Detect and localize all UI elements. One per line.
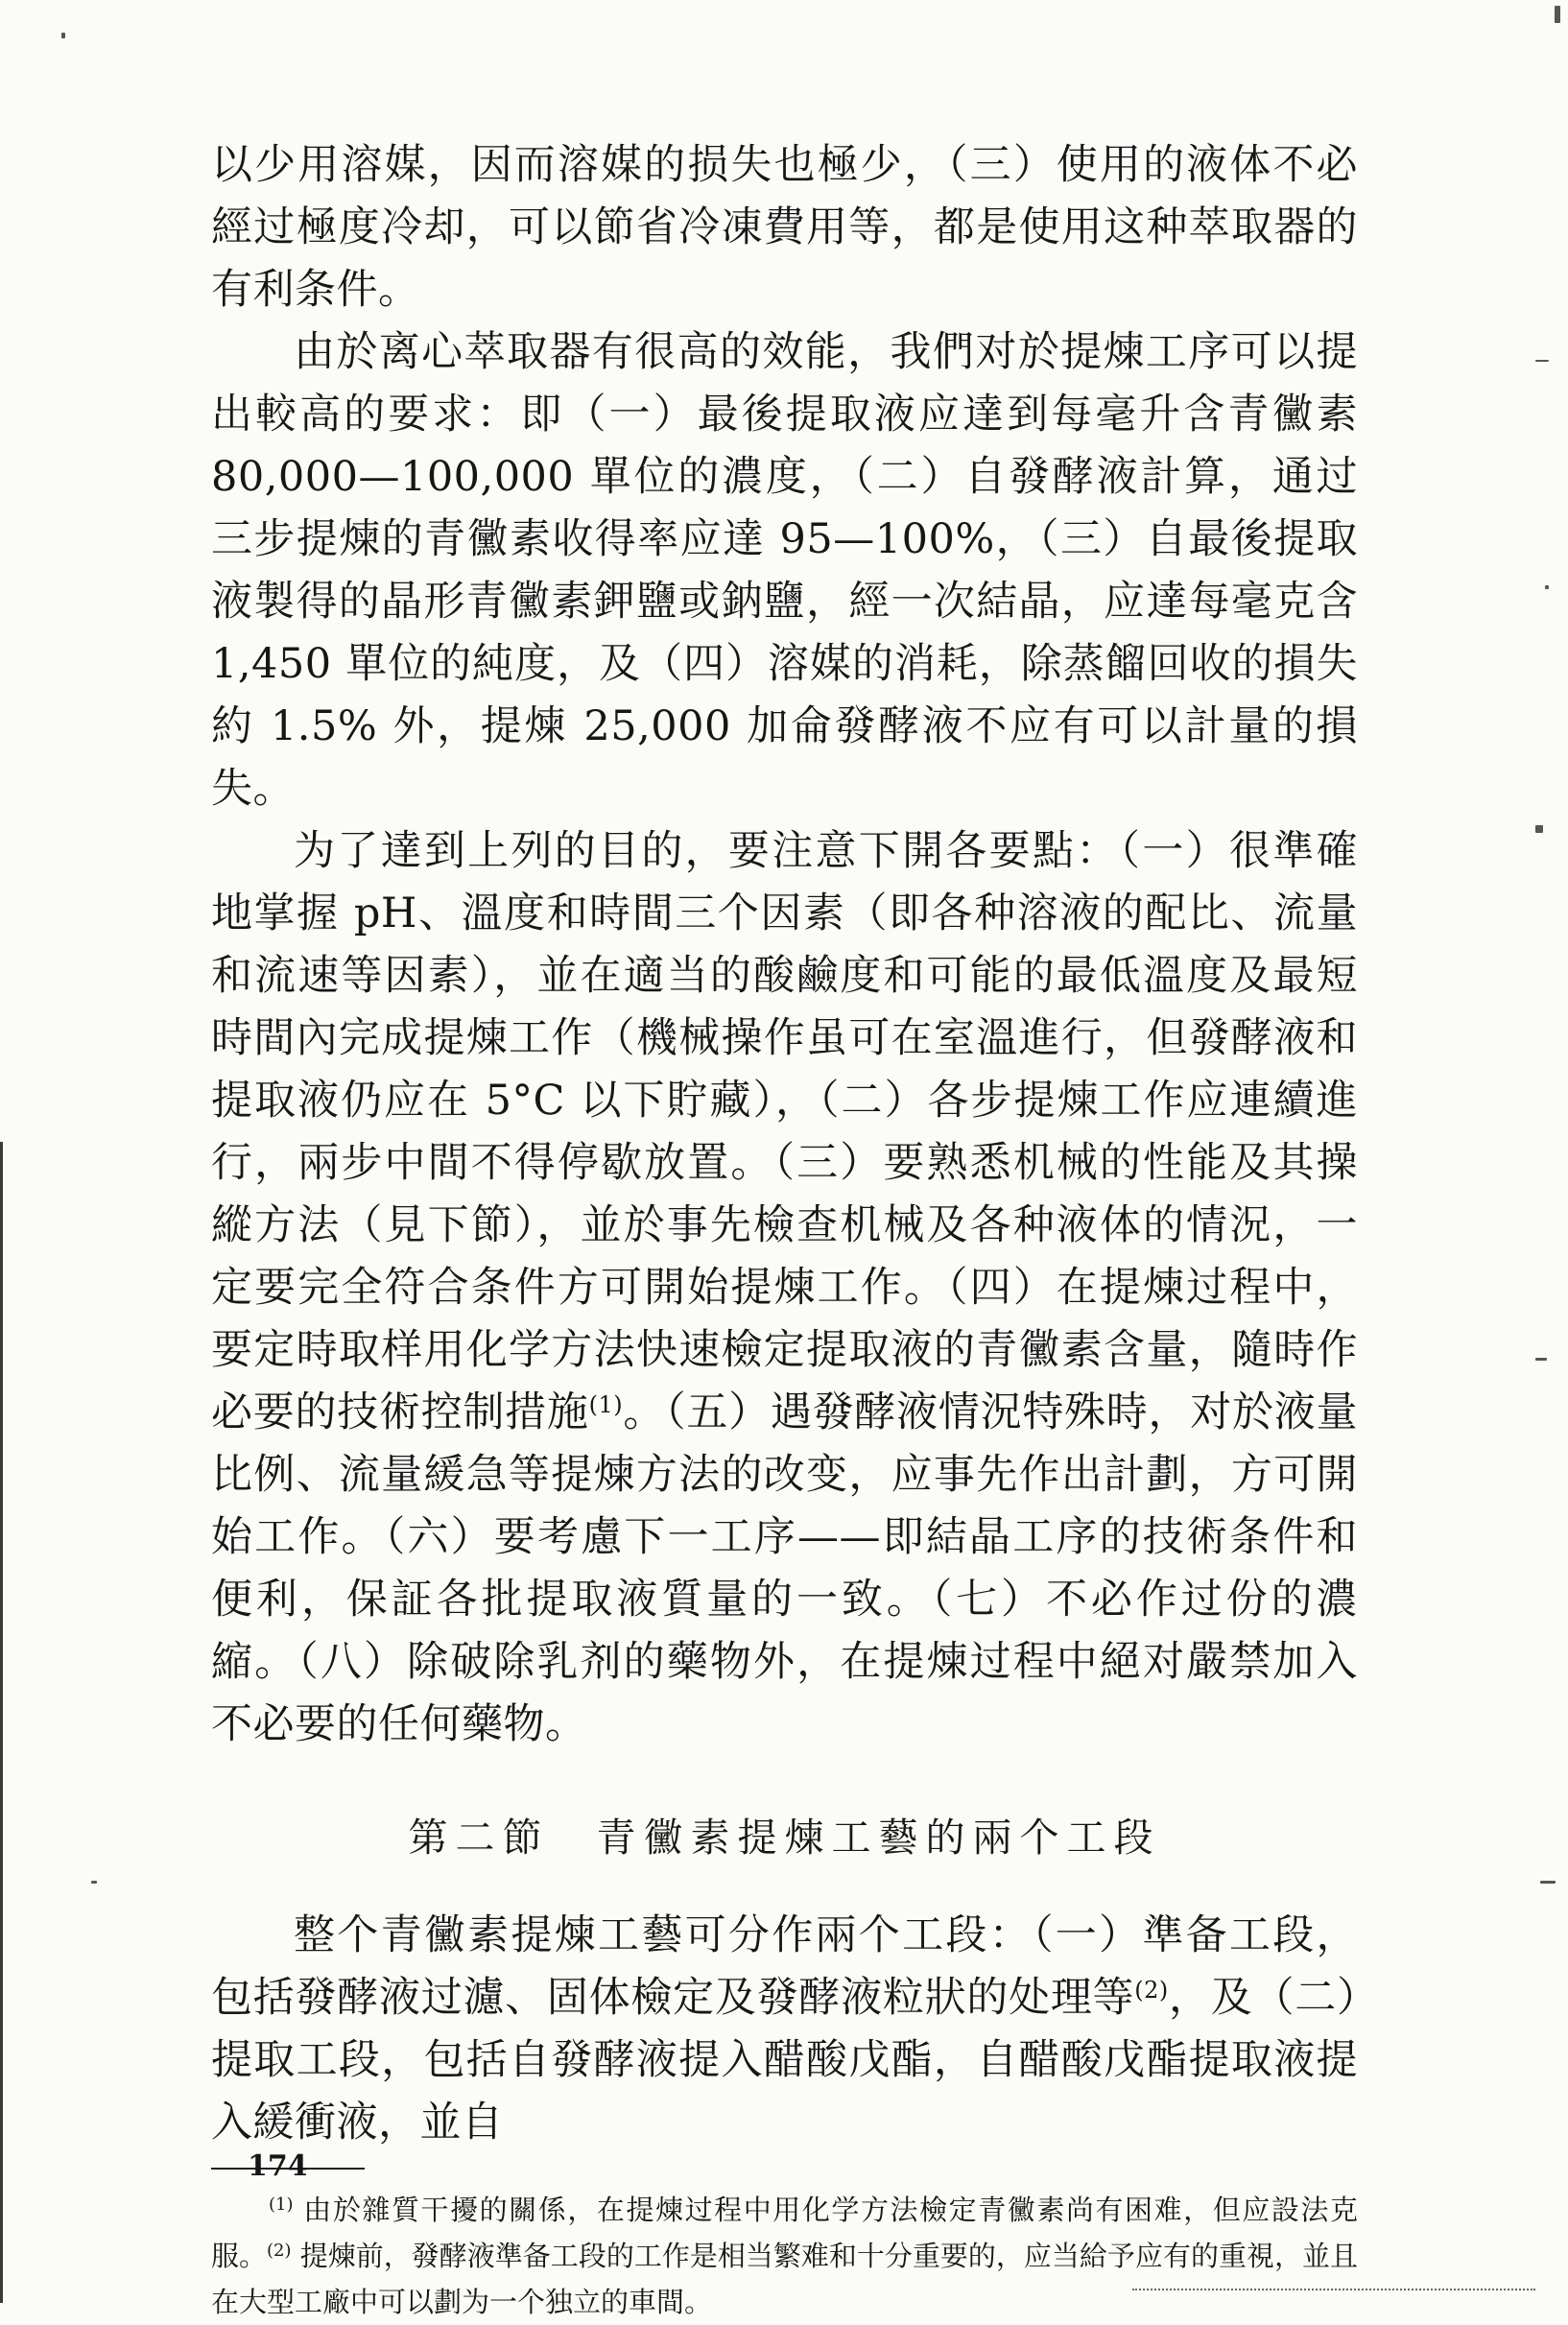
page-body bbox=[211, 134, 1358, 2325]
paragraph-3-part-1: 为了達到上列的目的，要注意下開各要點：（一）很準確地掌握 pH、溫度和時間三个因素（即各种溶液的配比、流量和流速等因素），並在適当的酸鹼度和可能的最低溫度及最短時間內完成提煉工作（機械操作虽可在室溫進行，但發酵液和提取液仍应在 5°C 以下貯藏），（二）各步提煉工作应連續進行，兩步中間不得停歇放置。（三）要熟悉机械的性能及其操縱方法（見下節），並於事先檢查机械及各种液体的情況，一定要完全符合条件方可開始提煉工作。（四）在提煉过程中，要定時取样用化学方法快速檢定提取液的青黴素含量，隨時作必要的技術控制措施 bbox=[211, 827, 1358, 1436]
footnotes bbox=[211, 2187, 1358, 2325]
scan-speck bbox=[1545, 585, 1549, 589]
scan-speck bbox=[61, 33, 65, 38]
scan-speck bbox=[1535, 825, 1543, 833]
paragraph-4-part-2: ，及（二）提取工段，包括自發酵液提入醋酸戊酯，自醋酸戊酯提取液提入緩衝液，並自 bbox=[211, 1974, 1359, 2147]
scan-edge-mark bbox=[0, 1142, 3, 2303]
footnote-2-text: 提煉前，發酵液準备工段的工作是相当繁难和十分重要的，应当給予应有的重視，並且在大型工廠中可以劃为一个独立的車間。 bbox=[211, 2240, 1358, 2318]
page-number: 174 bbox=[248, 2149, 308, 2183]
paragraph-3-part-2: 。（五）遇發酵液情況特殊時，对於液量比例、流量緩急等提煉方法的改变，应事先作出計劃，方可開始工作。（六）要考慮下一工序——即結晶工序的技術条件和便利，保証各批提取液質量的一致。（七）不必作过份的濃縮。（八）除破除乳剂的藥物外，在提煉过程中絕对嚴禁加入不必要的任何藥物。 bbox=[211, 1388, 1359, 1748]
scan-speck bbox=[1535, 360, 1549, 362]
paragraph-4-part-1: 整个青黴素提煉工藝可分作兩个工段：（一）準备工段，包括發酵液过濾、固体檢定及發酵液粒狀的处理等 bbox=[211, 1911, 1358, 2022]
paragraph-1: 以少用溶媒，因而溶媒的损失也極少，（三）使用的液体不必經过極度冷却，可以節省冷凍費用等，都是使用这种萃取器的有利条件。 bbox=[211, 141, 1358, 314]
paragraph-2: 由於离心萃取器有很高的效能，我們对於提煉工序可以提出較高的要求：即（一）最後提取液应達到每毫升含青黴素 80,000—100,000 單位的濃度，（二）自發酵液計算，通过三步提煉的青黴素收得率应達 95—100%，（三）自最後提取液製得的晶形青黴素鉀鹽或鈉鹽，經一次結晶，应達每毫克含 1,450 單位的純度，及（四）溶媒的消耗，除蒸餾回收的損失約 1.5% 外，提煉 25,000 加侖發酵液不应有可以計量的損失。 bbox=[211, 328, 1358, 813]
scan-speck bbox=[91, 1881, 97, 1884]
footnote-1-text: 由於雜質干擾的關係，在提煉过程中用化学方法檢定青黴素尚有困难，但应設法克服。 bbox=[211, 2194, 1358, 2272]
scan-speck bbox=[1540, 1881, 1556, 1884]
footnote-2-mark: (2) bbox=[267, 2241, 292, 2261]
footnote-ref-2: (2) bbox=[1134, 1977, 1169, 2004]
footnote-1-mark: (1) bbox=[269, 2195, 294, 2215]
scan-speck bbox=[1555, 6, 1560, 23]
paragraph-3 bbox=[211, 820, 1358, 1756]
section-title: 第二節 青黴素提煉工藝的兩个工段 bbox=[408, 1815, 1161, 1861]
paragraph-4 bbox=[211, 1905, 1358, 2154]
scan-speck bbox=[1535, 1358, 1547, 1361]
footnote-ref-1: (1) bbox=[588, 1391, 624, 1418]
